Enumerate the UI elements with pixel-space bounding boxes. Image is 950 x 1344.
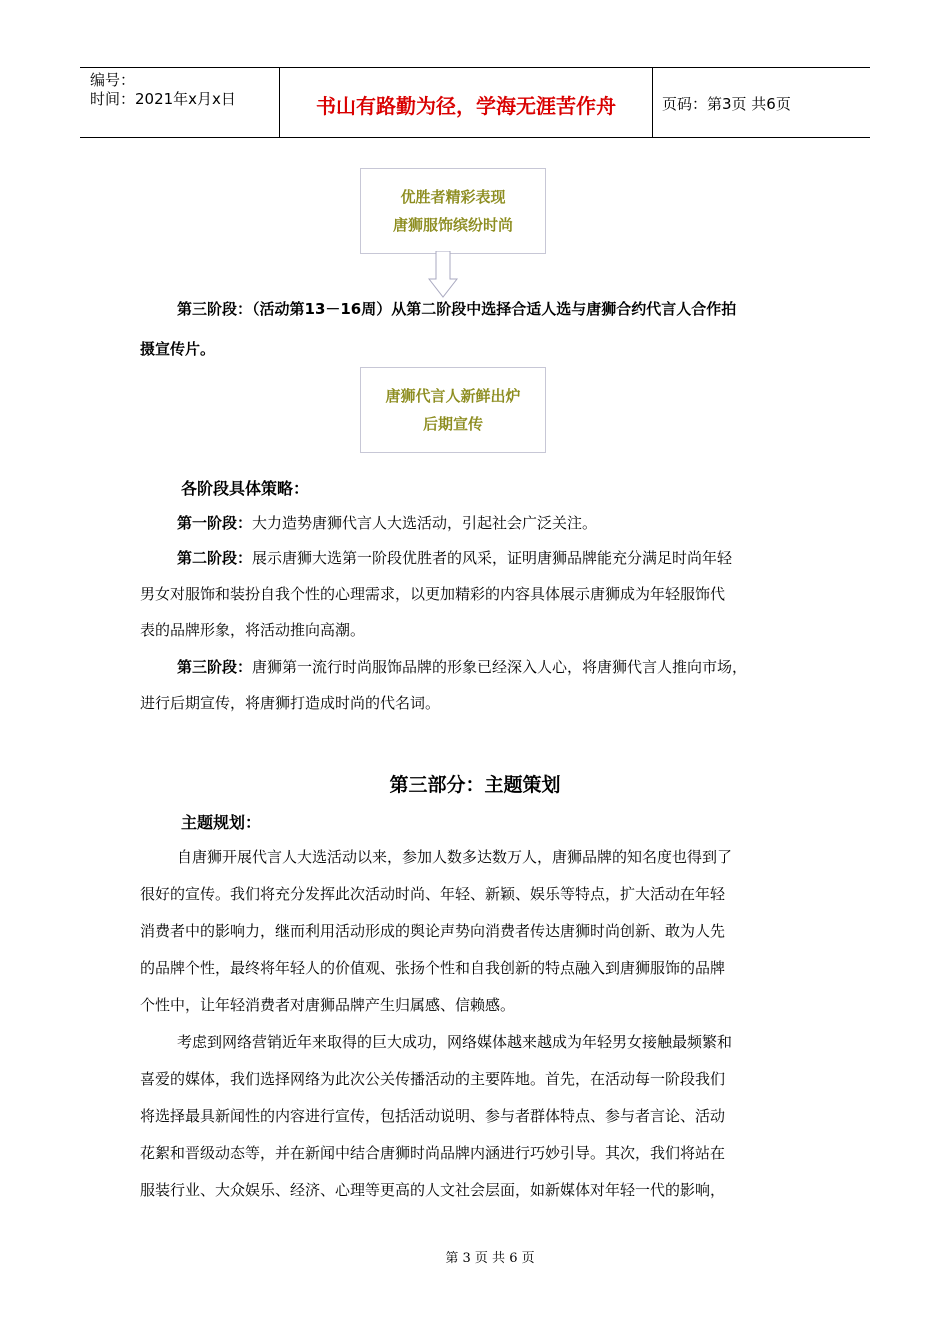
paragraph-line: 喜爱的媒体，我们选择网络为此次公关传播活动的主要阵地。首先，在活动每一阶段我们 xyxy=(140,1070,726,1088)
stage-text: 展示唐狮大选第一阶段优胜者的风采，证明唐狮品牌能充分满足时尚年轻 xyxy=(252,549,733,567)
paragraph-line: 消费者中的影响力，继而利用活动形成的舆论声势向消费者传达唐狮时尚创新、敢为人先 xyxy=(140,922,726,940)
flow-box-spokesperson xyxy=(360,367,546,453)
page-header xyxy=(80,67,870,138)
flow-box-line: 后期宣传 xyxy=(422,415,483,433)
strategy-stage1 xyxy=(177,512,867,533)
strategy-stage2-cont: 男女对服饰和装扮自我个性的心理需求，以更加精彩的内容具体展示唐狮成为年轻服饰代 xyxy=(140,585,726,603)
paragraph-line: 的品牌个性，最终将年轻人的价值观、张扬个性和自我创新的特点融入到唐狮服饰的品牌 xyxy=(140,959,726,977)
strategy-stage3-cont: 进行后期宣传，将唐狮打造成时尚的代名词。 xyxy=(140,694,441,712)
stage-label: 第二阶段： xyxy=(177,549,253,567)
stage-text: 大力造势唐狮代言人大选活动，引起社会广泛关注。 xyxy=(252,514,598,532)
flow-box-line: 唐狮代言人新鲜出炉 xyxy=(385,387,521,405)
header-motto: 书山有路勤为径，学海无涯苦作舟 xyxy=(280,68,653,137)
section-title: 第三部分：主题策划 xyxy=(389,774,561,796)
paragraph-line: 将选择最具新闻性的内容进行宣传，包括活动说明、参与者群体特点、参与者言论、活动 xyxy=(140,1107,726,1125)
paragraph-line: 个性中，让年轻消费者对唐狮品牌产生归属感、信赖感。 xyxy=(140,996,516,1014)
serial-number-label: 编号： xyxy=(90,71,136,89)
flow-box-line: 唐狮服饰缤纷时尚 xyxy=(392,216,513,234)
paragraph-line: 花絮和晋级动态等，并在新闻中结合唐狮时尚品牌内涵进行巧妙引导。其次，我们将站在 xyxy=(140,1144,726,1162)
header-meta-cell xyxy=(80,68,280,137)
stage-text: 唐狮第一流行时尚服饰品牌的形象已经深入人心，将唐狮代言人推向市场， xyxy=(252,658,748,676)
page-footer: 第 3 页 共 6 页 xyxy=(445,1251,535,1266)
strategy-stage2 xyxy=(177,547,867,568)
paragraph-line: 很好的宣传。我们将充分发挥此次活动时尚、年轻、新颖、娱乐等特点，扩大活动在年轻 xyxy=(140,885,726,903)
strategy-stage3 xyxy=(177,656,867,677)
strategy-stage2-cont: 表的品牌形象，将活动推向高潮。 xyxy=(140,621,366,639)
flow-box-winners xyxy=(360,168,546,254)
stage-label: 第三阶段： xyxy=(177,658,253,676)
stage-label: 第一阶段： xyxy=(177,514,253,532)
strategy-heading: 各阶段具体策略： xyxy=(181,479,310,498)
paragraph-line: 自唐狮开展代言人大选活动以来，参加人数多达数万人，唐狮品牌的知名度也得到了 xyxy=(177,848,733,866)
section-subheading: 主题规划： xyxy=(181,813,262,832)
stage3-line1: 第三阶段：（活动第13－16周）从第二阶段中选择合适人选与唐狮合约代言人合作拍 xyxy=(177,300,737,318)
paragraph-line: 服装行业、大众娱乐、经济、心理等更高的人文社会层面，如新媒体对年轻一代的影响， xyxy=(140,1181,726,1199)
header-page-label: 页码：第3页 共6页 xyxy=(662,94,791,113)
flow-box-line: 优胜者精彩表现 xyxy=(400,188,506,206)
paragraph-line: 考虑到网络营销近年来取得的巨大成功，网络媒体越来越成为年轻男女接触最频繁和 xyxy=(177,1033,733,1051)
stage3-line2: 摄宣传片。 xyxy=(140,340,216,358)
time-label: 时间：2021年x月x日 xyxy=(90,90,236,108)
down-arrow-icon xyxy=(428,251,458,299)
